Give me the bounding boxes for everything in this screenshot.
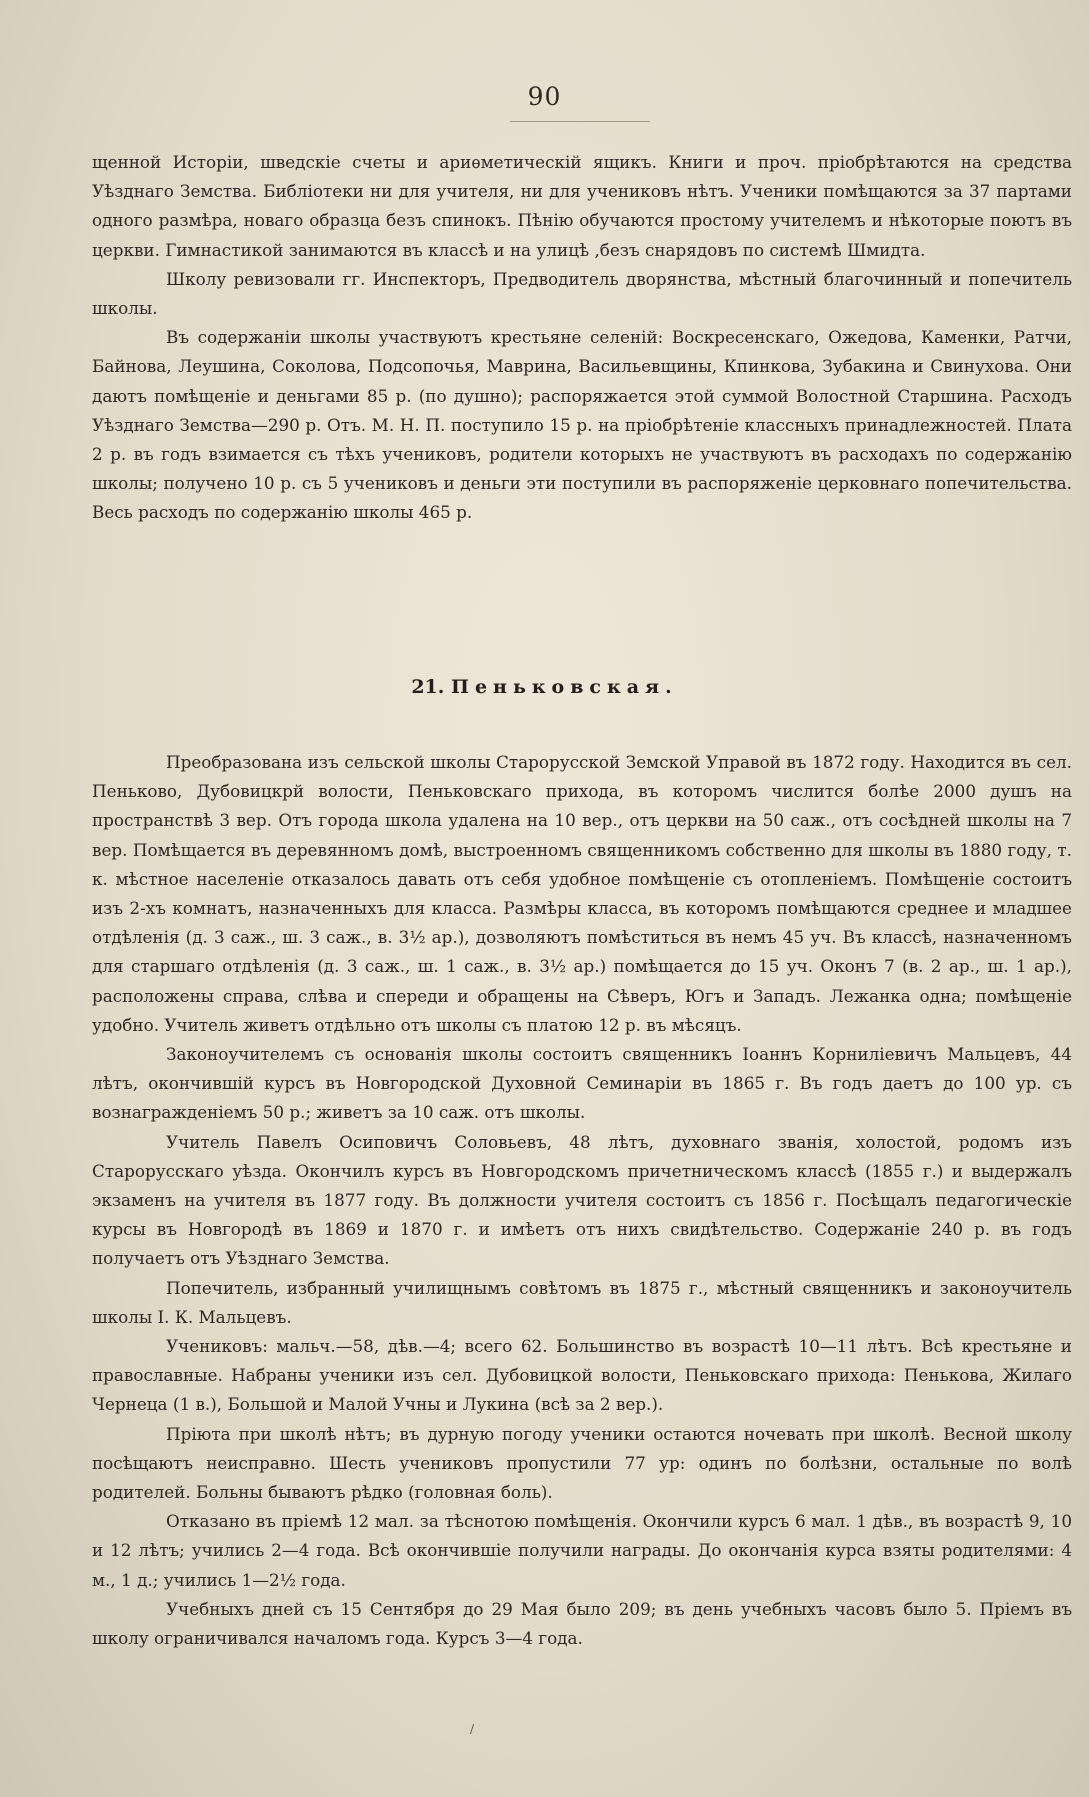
paragraph: Пріюта при школѣ нѣтъ; въ дурную погоду ученики остаются ночевать при школѣ. Весной школу посѣщаютъ неисправно. Шесть учениковъ пропустили 77 ур: одинъ по болѣзни, остальные по волѣ родителей. Больны бываютъ рѣдко (головная боль). — [92, 1423, 1072, 1503]
section-number: 21. — [411, 676, 445, 698]
section-text-block — [92, 748, 1072, 1653]
page-number-ornament — [510, 117, 650, 122]
paragraph: щенной Исторіи, шведскіе счеты и ариѳметическій ящикъ. Книги и проч. пріобрѣтаются на средства Уѣзднаго Земства. Библіотеки ни для учителя, ни для учениковъ нѣтъ. Ученики помѣщаются за 37 партами одного размѣра, новаго образца безъ спинокъ. Пѣнію обучаются простому учителемъ и нѣкоторые поютъ въ церкви. Гимнастикой занимаются въ классѣ и на улицѣ ,безъ снарядовъ по системѣ Шмидта. — [92, 152, 1072, 260]
paragraph: Преобразована изъ сельской школы Старорусской Земской Управой въ 1872 году. Находится въ сел. Пеньково, Дубовицкрй волости, Пеньковскаго прихода, въ которомъ числится болѣе 2000 душъ на пространствѣ 3 вер. Отъ города школа удалена на 10 вер., отъ церкви на 50 саж., отъ сосѣдней школы на 7 вер. Помѣщается въ деревянномъ домѣ, выстроенномъ священникомъ собственно для школы въ 1880 году, т. к. мѣстное населеніе отказалось давать отъ себя удобное помѣщеніе съ отопленіемъ. Помѣщеніе состоитъ изъ 2-хъ комнатъ, назначенныхъ для класса. Размѣры класса, въ которомъ помѣщаются среднее и младшее отдѣленія (д. 3 саж., ш. 3 саж., в. 3½ ар.), дозволяютъ помѣститься въ немъ 45 уч. Въ классѣ, назначенномъ для старшаго отдѣленія (д. 3 саж., ш. 1 саж., в. 3½ ар.) помѣщается до 15 уч. Оконъ 7 (в. 2 ар., ш. 1 ар.), расположены справа, слѣва и спереди и обращены на Сѣверъ, Югъ и Западъ. Лежанка одна; помѣщеніе удобно. Учитель живетъ отдѣльно отъ школы съ платою 12 р. въ мѣсяцъ. — [92, 752, 1072, 1035]
paragraph: Школу ревизовали гг. Инспекторъ, Предводитель дворянства, мѣстный благочинный и попечитель школы. — [92, 268, 1072, 319]
paragraph: Въ содержаніи школы участвуютъ крестьяне селеній: Воскресенскаго, Ожедова, Каменки, Ратчи, Байнова, Леушина, Соколова, Подсопочья, Маврина, Васильевщины, Кпинкова, Зубакина и Свинухова. Они даютъ помѣщеніе и деньгами 85 р. (по душно); распоряжается этой суммой Волостной Старшина. Расходъ Уѣзднаго Земства—290 р. Отъ. М. Н. П. поступило 15 р. на пріобрѣтеніе классныхъ принадлежностей. Плата 2 р. въ годъ взимается съ тѣхъ учениковъ, родители которыхъ не участвуютъ въ расходахъ по содержанію школы; получено 10 р. съ 5 учениковъ и деньги эти поступили въ распоряженіе церковнаго попечительства. Весь расходъ по содержанію школы 465 р. — [92, 327, 1072, 523]
paragraph: Попечитель, избранный училищнымъ совѣтомъ въ 1875 г., мѣстный священникъ и законоучитель школы І. К. Мальцевъ. — [92, 1277, 1072, 1327]
page-number: 90 — [527, 82, 562, 111]
section-title: Пеньковская. — [451, 676, 678, 698]
paragraph: Учебныхъ дней съ 15 Сентября до 29 Мая было 209; въ день учебныхъ часовъ было 5. Пріемъ въ школу ограничивался началомъ года. Курсъ 3—4 года. — [92, 1598, 1072, 1649]
paragraph: Отказано въ пріемѣ 12 мал. за тѣснотою помѣщенія. Окончили курсъ 6 мал. 1 дѣв., въ возрастѣ 9, 10 и 12 лѣтъ; учились 2—4 года. Всѣ окончившіе получили награды. До окончанія курса взяты родителями: 4 м., 1 д.; учились 1—2½ года. — [92, 1511, 1072, 1590]
section-heading — [0, 676, 1089, 698]
paragraph: Учитель Павелъ Осиповичъ Соловьевъ, 48 лѣтъ, духовнаго званія, холостой, родомъ изъ Старорусскаго уѣзда. Окончилъ курсъ въ Новгородскомъ причетническомъ классѣ (1855 г.) и выдержалъ экзаменъ на учителя въ 1877 году. Въ должности учителя состоитъ съ 1856 г. Посѣщалъ педагогическіе курсы въ Новгородѣ въ 1869 и 1870 г. и имѣетъ отъ нихъ свидѣтельство. Содержаніе 240 р. въ годъ получаетъ отъ Уѣзднаго Земства. — [92, 1131, 1072, 1269]
stray-mark: / — [470, 1722, 475, 1736]
continued-text-block — [92, 148, 1072, 528]
paragraph: Учениковъ: мальч.—58, дѣв.—4; всего 62. Большинство въ возрастѣ 10—11 лѣтъ. Всѣ крестьяне и православные. Набраны ученики изъ сел. Дубовицкой волости, Пеньковскаго прихода: Пенькова, Жилаго Чернеца (1 в.), Большой и Малой Учны и Лукина (всѣ за 2 вер.). — [92, 1336, 1072, 1415]
paragraph: Законоучителемъ съ основанія школы состоитъ священникъ Іоаннъ Корниліевичъ Мальцевъ, 44 лѣтъ, окончившій курсъ въ Новгородской Духовной Семинаріи въ 1865 г. Въ годъ даетъ до 100 ур. съ вознагражденіемъ 50 р.; живетъ за 10 саж. отъ школы. — [92, 1044, 1072, 1123]
